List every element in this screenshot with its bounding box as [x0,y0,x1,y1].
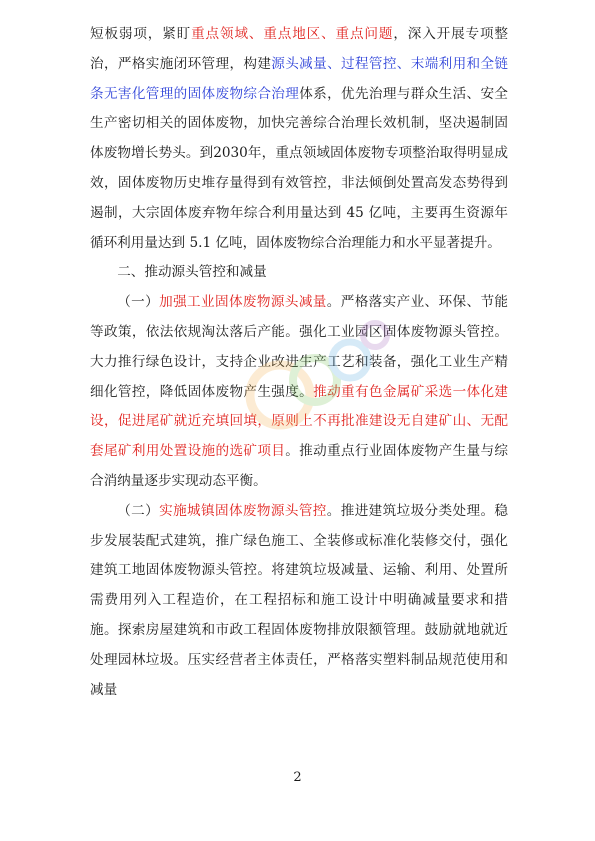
text-run: 。推动重点行业固体废物产生量与综合消纳量逐步实现动态平衡。 [90,443,509,489]
highlight-red: 推动重有色金属矿采选一体化建设，促进尾矿就近充填回填，原则上不再批准建设无自建矿山、无配套尾矿利用处置设施的选矿项目 [90,383,509,460]
highlight-blue: 源头减量、过程管控、末端利用和全链条无害化管理的固体废物综合治理 [90,55,509,102]
section-heading: 二、推动源头管控和减量 [117,264,267,281]
item-title-red: 加强工业固体废物源头减量 [159,294,327,311]
text-run: 短板弱项，紧盯 [90,26,192,42]
text-run: ，深入开展专项整治，严格实施闭环管理，构建 [90,26,509,72]
page-number: 2 [293,770,302,785]
paragraph-industrial [90,288,508,497]
text-run: 体系，优先治理与群众生活、安全生产密切相关的固体废物，加快完善综合治理长效机制，坚决遏制固体废物增长势头。到2030年，重点领域固体废物专项整治取得明显成效，固体废物历史堆存量得到有效管控，非法倾倒处置高发态势得到遏制，大宗固体废弃物年综合利用量达到 45 亿吨，主要再生资源年循环利用量达到 5.1 亿吨，固体废物综合治理能力和水平显著提升。 [90,85,509,251]
paragraph-continuation [90,20,508,258]
item-number: （一） [117,294,160,311]
text-run: 。严格落实产业、环保、节能等政策，依法依规淘汰落后产能。强化工业园区固体废物源头管控。大力推行绿色设计，支持企业改进生产工艺和装备，强化工业生产精细化管控，降低固体废物产生强度。 [90,294,509,400]
text-run: 。推进建筑垃圾分类处理。稳步发展装配式建筑，推广绿色施工、全装修或标准化装修交付，强化建筑工地固体废物源头管控。将建筑垃圾减量、运输、利用、处置所需费用列入工程造价，在工程招标和施工设计中明确减量要求和措施。探索房屋建筑和市政工程固体废物排放限额管理。鼓励就地就近处理园林垃圾。压实经营者主体责任，严格落实塑料制品规范使用和减量 [90,502,509,698]
body-text [90,20,508,705]
highlight-red: 重点领域、重点地区、重点问题 [191,26,394,42]
item-number: （二） [117,502,160,519]
item-title-red: 实施城镇固体废物源头管控 [159,502,327,519]
paragraph-urban [90,497,508,706]
